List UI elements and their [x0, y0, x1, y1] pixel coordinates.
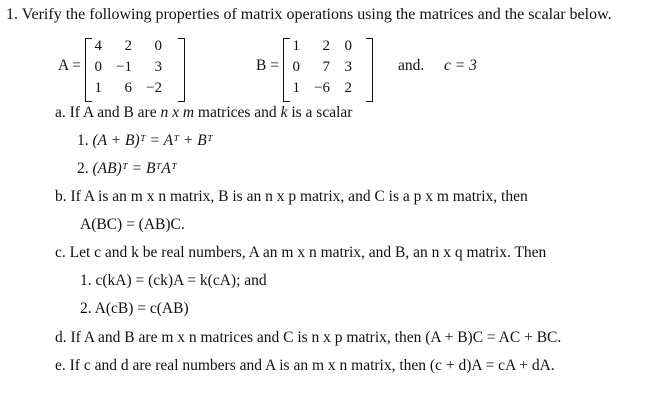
matrix-cell: 7	[322, 59, 330, 75]
part-c-letter: c.	[55, 244, 66, 261]
matrix-row	[286, 78, 356, 99]
matrix-row	[88, 36, 166, 57]
matrix-cell: 0	[292, 59, 300, 75]
matrix-a-right-bracket	[178, 38, 185, 102]
item-number: 2.	[80, 300, 92, 317]
matrix-b	[256, 38, 396, 102]
matrix-cell: −1	[116, 59, 132, 75]
matrix-row	[286, 57, 356, 78]
item-number: 1.	[80, 272, 92, 289]
part-a-text-mid: matrices and	[194, 104, 281, 121]
matrix-a	[58, 38, 198, 102]
part-a-property-1	[77, 132, 213, 150]
formula-scalar-assoc: c(kA) = (ck)A = k(cA); and	[95, 272, 267, 289]
matrix-b-right-bracket	[366, 38, 373, 102]
part-d-letter: d.	[55, 329, 67, 346]
part-a-text-pre: If A and B are	[69, 104, 161, 121]
matrix-cell: 1	[292, 80, 300, 96]
problem-text: Verify the following properties of matrix operations using the matrices and the scalar below.	[21, 6, 612, 23]
problem-statement	[6, 6, 612, 24]
part-b-letter: b.	[55, 188, 67, 205]
matrix-cell: 3	[344, 59, 352, 75]
part-b-line-2: A(BC) = (AB)C.	[80, 216, 185, 233]
part-a-intro	[55, 104, 352, 122]
problem-number: 1.	[6, 6, 18, 23]
formula-transpose-sum: (A + B)ᵀ = Aᵀ + Bᵀ	[92, 132, 213, 149]
part-b-text: If A is an m x n matrix, B is an n x p matrix, and C is a p x m matrix, then	[70, 188, 528, 205]
part-b-line-1	[55, 188, 528, 206]
matrix-a-label: A =	[58, 57, 81, 74]
part-a-letter: a.	[55, 104, 66, 121]
matrix-cell: −6	[314, 80, 330, 96]
matrix-cell: 3	[154, 59, 162, 75]
item-number: 1.	[77, 132, 89, 149]
part-c-text: Let c and k be real numbers, A an m x n matrix, and B, an n x q matrix. Then	[69, 244, 547, 261]
matrix-cell: 1	[94, 80, 102, 96]
matrix-cell: 2	[124, 38, 132, 54]
item-number: 2.	[77, 160, 89, 177]
part-a-dim: n x m	[160, 104, 195, 121]
scalar-c: c = 3	[444, 57, 477, 74]
matrix-row	[88, 78, 166, 99]
matrix-cell: 0	[344, 38, 352, 54]
matrix-cell: 0	[94, 59, 102, 75]
part-e-line	[55, 357, 555, 375]
part-c-property-2	[80, 300, 189, 318]
part-a-text-post: is a scalar	[287, 104, 353, 121]
matrix-cell: 4	[94, 38, 102, 54]
part-c-property-1	[80, 272, 267, 290]
part-a-property-2	[77, 160, 177, 178]
matrix-b-label: B =	[256, 57, 279, 74]
matrix-b-table	[286, 36, 356, 99]
matrix-row	[88, 57, 166, 78]
formula-scalar-product: A(cB) = c(AB)	[94, 300, 189, 317]
part-e-text: If c and d are real numbers and A is an m x n matrix, then (c + d)A = cA + dA.	[69, 357, 555, 374]
and-word: and.	[398, 57, 425, 74]
part-c-line-1	[55, 244, 546, 262]
part-d-line	[55, 329, 561, 347]
part-d-text: If A and B are m x n matrices and C is n x p matrix, then (A + B)C = AC + BC.	[70, 329, 562, 346]
matrix-cell: 6	[124, 80, 132, 96]
matrix-cell: 2	[344, 80, 352, 96]
matrix-a-table	[88, 36, 166, 99]
part-a-var: k	[280, 104, 288, 121]
matrix-cell: 0	[154, 38, 162, 54]
formula-transpose-product: (AB)ᵀ = BᵀAᵀ	[92, 160, 177, 177]
part-e-letter: e.	[55, 357, 66, 374]
matrix-cell: −2	[146, 80, 162, 96]
matrix-cell: 1	[292, 38, 300, 54]
matrix-row	[286, 36, 356, 57]
matrix-cell: 2	[322, 38, 330, 54]
